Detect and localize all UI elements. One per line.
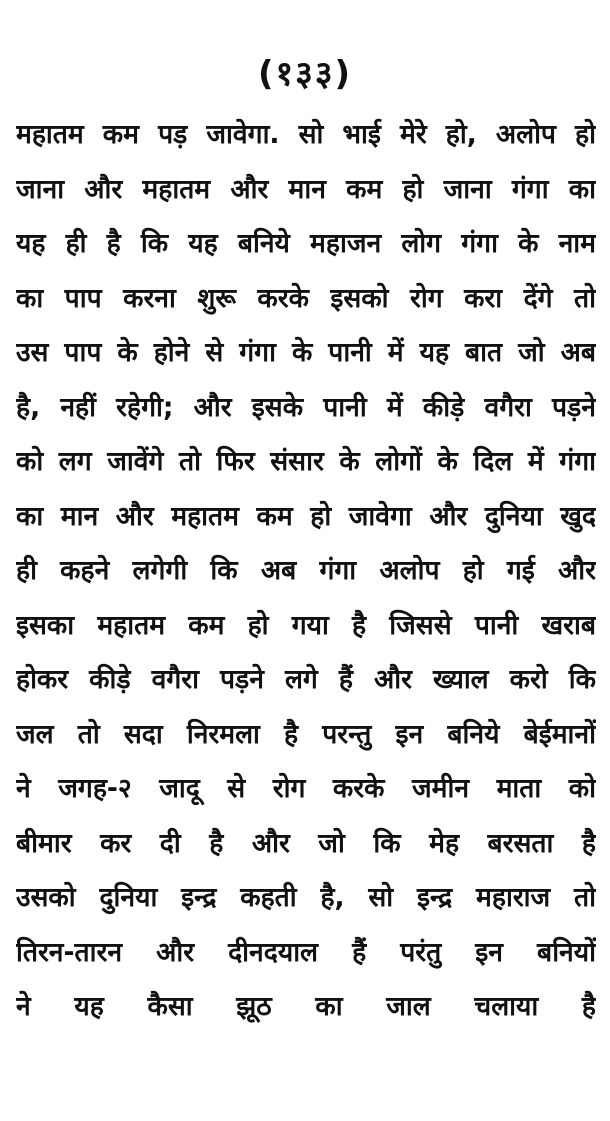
text-line: जाना और महातम और मान कम हो जाना गंगा का — [16, 173, 596, 205]
text-line: महातम कम पड़ जावेगा. सो भाई मेरे हो, अलोप हो — [16, 119, 596, 150]
text-line: बीमार कर दी है और जो कि मेह बरसता है — [16, 827, 596, 859]
text-line: होकर कीड़े वगैरा पड़ने लगे हैं और ख्याल करो कि — [16, 664, 596, 695]
text-line: तिरन-तारन और दीनदयाल हैं परंतु इन बनियों — [16, 936, 596, 968]
page-number: (१३३) — [257, 54, 353, 94]
text-line: उस पाप के होने से गंगा के पानी में यह बात जो अब — [16, 337, 596, 368]
text-line: है, नहीं रहेगी; और इसके पानी में कीड़े वगैरा पड़ने — [16, 391, 596, 423]
text-line: का मान और महातम कम हो जावेगा और दुनिया खुद — [16, 500, 596, 532]
text-line: का पाप करना शुरू करके इसको रोग करा देंगे तो — [16, 282, 596, 314]
text-line: जल तो सदा निरमला है परन्तु इन बनिये बेईमानों — [16, 718, 596, 750]
text-line: ही कहने लगेगी कि अब गंगा अलोप हो गई और — [16, 555, 596, 586]
text-line: यह ही है कि यह बनिये महाजन लोग गंगा के नाम — [16, 228, 596, 259]
text-line: को लग जावेंगे तो फिर संसार के लोगों के दिल में गंगा — [16, 446, 596, 477]
text-line: ने जगह-२ जादू से रोग करके जमीन माता को — [16, 773, 596, 804]
body-text — [16, 108, 596, 1035]
text-line: ने यह कैसा झूठ का जाल चलाया है — [16, 991, 596, 1022]
text-line: इसका महातम कम हो गया है जिससे पानी खराब — [16, 609, 596, 641]
text-line: उसको दुनिया इन्द्र कहती है, सो इन्द्र महाराज तो — [16, 882, 596, 913]
